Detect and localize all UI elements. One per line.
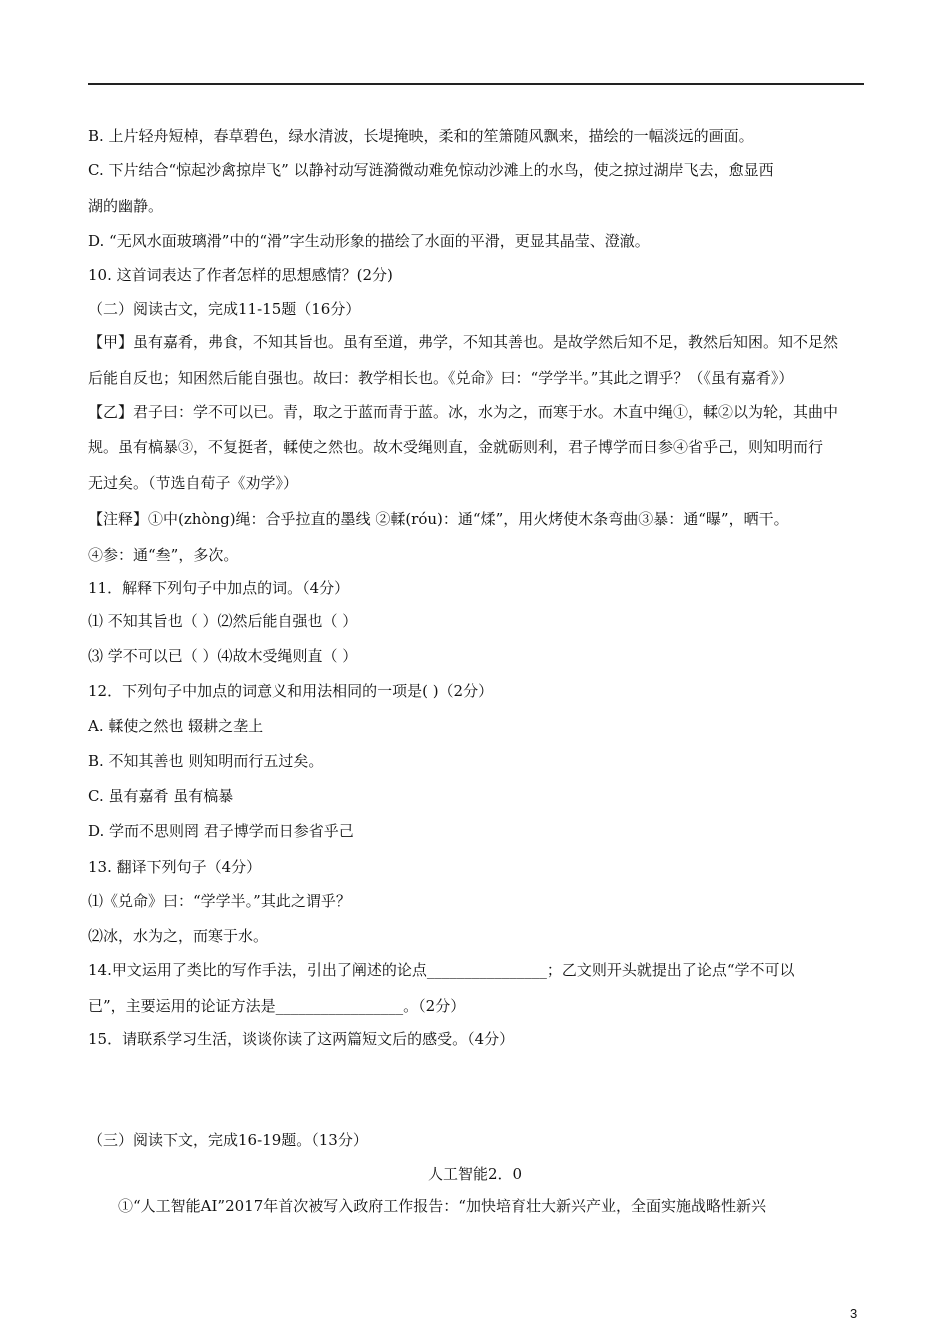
passage-jia-line-1: 【甲】虽有嘉肴，弗食，不知其旨也。虽有至道，弗学，不知其善也。是故学然后知不足，教然后知困。知不足然 — [88, 333, 839, 351]
article-title: 人工智能2．0 — [427, 1165, 523, 1183]
option-d: D. “无风水面玻璃滑”中的“滑”字生动形象的描绘了水面的平滑，更显其晶莹、澄澈。 — [88, 232, 650, 250]
question-13-item-2: ⑵冰，水为之，而寒于水。 — [88, 927, 269, 945]
section-3-heading: （三）阅读下文，完成16-19题。（13分） — [88, 1131, 368, 1149]
notes-line-1: 【注释】①中(zhòng)绳：合乎拉直的墨线 ②輮(róu)：通“煣”，用火烤使木条弯曲③暴：通“曝”，晒干。 — [88, 510, 789, 528]
passage-yi-line-3: 无过矣。（节选自荀子《劝学》） — [88, 474, 299, 492]
passage-jia-line-2: 后能自反也；知困然后能自强也。故曰：教学相长也。《兑命》曰：“学学半。”其此之谓乎？（《虽有嘉肴》） — [88, 369, 794, 387]
question-14-line-2: 已”，主要运用的论证方法是_________________。（2分） — [88, 997, 466, 1015]
question-12: 12．下列句子中加点的词意义和用法相同的一项是( )（2分） — [88, 682, 494, 700]
option-b: B. 上片轻舟短棹，春草碧色，绿水清波，长堤掩映，柔和的笙箫随风飘来，描绘的一幅淡远的画面。 — [88, 127, 754, 145]
section-2-heading: （二）阅读古文，完成11-15题（16分） — [88, 300, 361, 318]
option-c-cont: 湖的幽静。 — [88, 197, 164, 215]
article-paragraph-1: ①“人工智能AI”2017年首次被写入政府工作报告：“加快培育壮大新兴产业，全面实施战略性新兴 — [118, 1197, 766, 1215]
question-14-line-1: 14.甲文运用了类比的写作手法，引出了阐述的论点________________；乙文则开头就提出了论点“学不可以 — [88, 961, 795, 979]
question-11-items-1: ⑴ 不知其旨也（ ）⑵然后能自强也（ ） — [88, 612, 358, 630]
question-12-option-c: C. 虽有嘉肴 虽有槁暴 — [88, 787, 234, 805]
notes-line-2: ④参：通“叁”，多次。 — [88, 546, 239, 564]
question-12-option-d: D. 学而不思则罔 君子博学而日参省乎己 — [88, 822, 354, 840]
question-12-option-b: B. 不知其善也 则知明而行五过矣。 — [88, 752, 324, 770]
passage-yi-line-2: 规。虽有槁暴③，不复挺者，輮使之然也。故木受绳则直，金就砺则利，君子博学而日参④省乎己，则知明而行 — [88, 438, 824, 456]
passage-yi-line-1: 【乙】君子曰：学不可以已。青，取之于蓝而青于蓝。冰，水为之，而寒于水。木直中绳①，輮②以为轮，其曲中 — [88, 403, 839, 421]
question-11: 11．解释下列句子中加点的词。（4分） — [88, 579, 350, 597]
question-15: 15．请联系学习生活，谈谈你读了这两篇短文后的感受。（4分） — [88, 1030, 515, 1048]
question-13-item-1: ⑴《兑命》曰：“学学半。”其此之谓乎？ — [88, 892, 351, 910]
question-12-option-a: A. 輮使之然也 辍耕之垄上 — [88, 717, 264, 735]
page-number: 3 — [850, 1306, 858, 1321]
header-rule — [88, 83, 864, 85]
question-13: 13. 翻译下列句子（4分） — [88, 858, 262, 876]
option-c: C. 下片结合“惊起沙禽掠岸飞” 以静衬动写涟漪微动难免惊动沙滩上的水鸟，使之掠过湖岸飞去，愈显西 — [88, 161, 774, 179]
question-10: 10. 这首词表达了作者怎样的思想感情？(2分) — [88, 266, 393, 284]
question-11-items-2: ⑶ 学不可以已（ ）⑷故木受绳则直（ ） — [88, 647, 358, 665]
